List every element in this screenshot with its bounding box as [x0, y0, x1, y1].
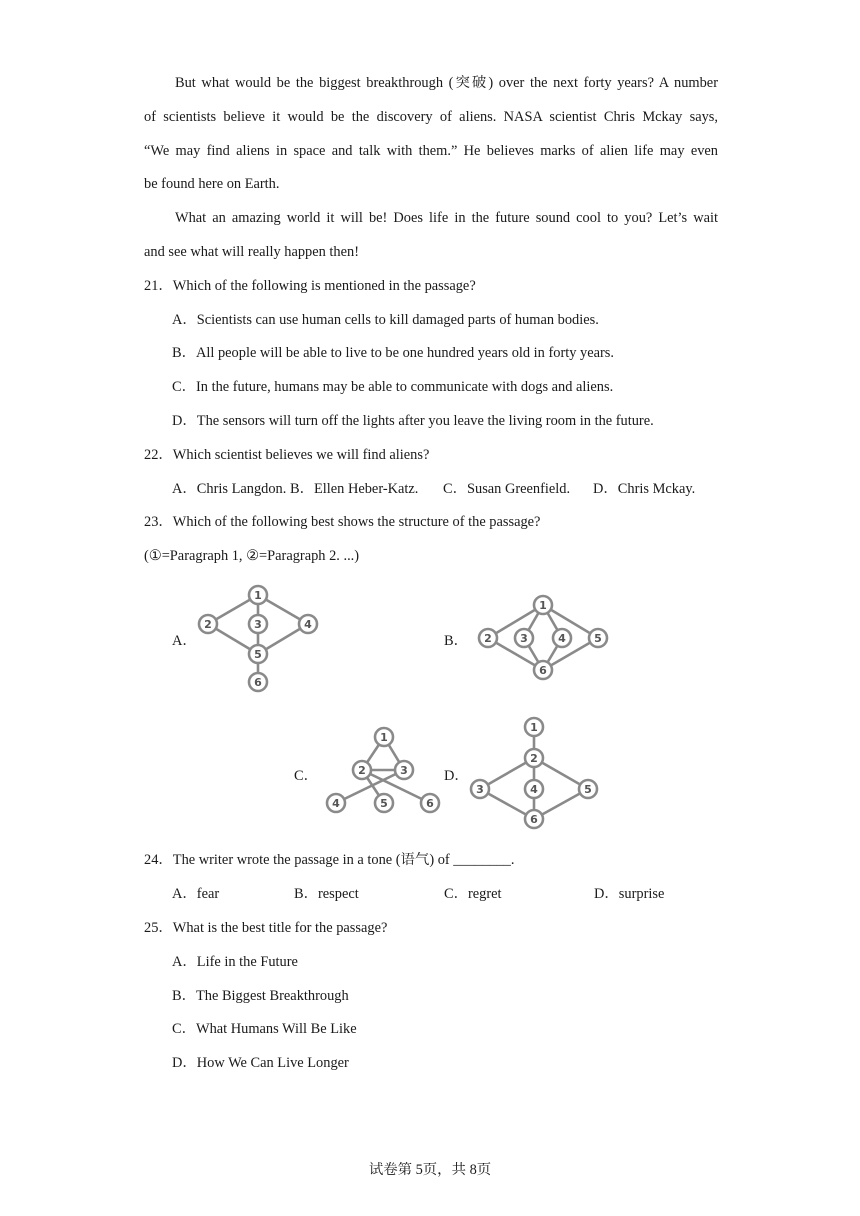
- question-25-option-c[interactable]: C．What Humans Will Be Like: [172, 1021, 357, 1037]
- diagram-node-label: 6: [530, 813, 538, 826]
- diagram-node: [525, 780, 543, 798]
- diagram-node: [353, 761, 371, 779]
- diagram-node-label: 1: [380, 731, 388, 744]
- question-21-stem: 21．Which of the following is mentioned in the passage?: [144, 278, 476, 294]
- question-23-option-c[interactable]: C．: [294, 768, 318, 784]
- question-23-option-a[interactable]: A．: [172, 633, 197, 649]
- diagram-node: [249, 673, 267, 691]
- question-22-option-c[interactable]: C．Susan Greenfield.: [443, 481, 571, 497]
- diagram-node: [375, 728, 393, 746]
- diagram-node-label: 2: [484, 632, 492, 645]
- question-23-option-d[interactable]: D．: [444, 768, 469, 784]
- diagram-node-label: 6: [426, 797, 434, 810]
- question-22-option-b[interactable]: B．Ellen Heber-Katz.: [290, 481, 419, 497]
- question-21-option-a[interactable]: A．Scientists can use human cells to kill damaged parts of human bodies.: [172, 312, 599, 328]
- diagram-node-label: 3: [476, 783, 484, 796]
- diagram-node-label: 3: [520, 632, 528, 645]
- question-24-option-b[interactable]: B．respect: [294, 886, 359, 902]
- question-22-option-a[interactable]: A．Chris Langdon.: [172, 481, 287, 497]
- passage-line: and see what will really happen then!: [144, 244, 359, 260]
- diagram-node-label: 2: [530, 752, 538, 765]
- page-footer: 试卷第 5页，共 8页: [368, 1162, 492, 1178]
- question-24-option-c[interactable]: C．regret: [444, 886, 502, 902]
- passage-line: But what would be the biggest breakthrough (突破) over the next forty years? A number: [175, 75, 718, 91]
- diagram-node-label: 1: [254, 589, 262, 602]
- diagram-node-label: 4: [304, 618, 312, 631]
- diagram-node: [249, 586, 267, 604]
- diagram-node: [299, 615, 317, 633]
- passage-line: “We may find aliens in space and talk with them.” He believes marks of alien life may even: [144, 143, 718, 159]
- diagram-node: [534, 596, 552, 614]
- diagram-node-label: 5: [254, 648, 262, 661]
- question-21-option-d[interactable]: D．The sensors will turn off the lights after you leave the living room in the future.: [172, 413, 654, 429]
- passage-line: of scientists believe it would be the discovery of aliens. NASA scientist Chris Mckay says,: [144, 109, 718, 125]
- question-25-option-b[interactable]: B．The Biggest Breakthrough: [172, 988, 349, 1004]
- diagram-node-label: 4: [558, 632, 566, 645]
- question-22-stem: 22．Which scientist believes we will find aliens?: [144, 447, 430, 463]
- diagram-node-label: 3: [254, 618, 262, 631]
- diagram-node: [525, 718, 543, 736]
- diagram-node-label: 1: [539, 599, 547, 612]
- diagram-node-label: 1: [530, 721, 538, 734]
- scan-speck: ˙ ˙: [333, 810, 341, 819]
- diagram-node: [249, 645, 267, 663]
- diagram-node-label: 5: [594, 632, 602, 645]
- diagram-node: [534, 661, 552, 679]
- diagram-node: [589, 629, 607, 647]
- diagram-node: [525, 810, 543, 828]
- question-23-note: (①=Paragraph 1, ②=Paragraph 2. ...): [144, 548, 360, 564]
- diagram-node-label: 3: [400, 764, 408, 777]
- question-25-option-a[interactable]: A．Life in the Future: [172, 954, 298, 970]
- diagram-node-label: 5: [380, 797, 388, 810]
- question-25-stem: 25．What is the best title for the passage?: [144, 920, 388, 936]
- diagram-node: [515, 629, 533, 647]
- diagram-node: [525, 749, 543, 767]
- diagram-node: [579, 780, 597, 798]
- structure-diagram-a: [190, 580, 330, 695]
- question-23-stem: 23．Which of the following best shows the structure of the passage?: [144, 514, 541, 530]
- question-21-option-c[interactable]: C．In the future, humans may be able to communicate with dogs and aliens.: [172, 379, 614, 395]
- question-25-option-d[interactable]: D．How We Can Live Longer: [172, 1055, 349, 1071]
- diagram-node: [553, 629, 571, 647]
- diagram-node-label: 4: [530, 783, 538, 796]
- passage-line: What an amazing world it will be! Does life in the future sound cool to you? Let’s wait: [175, 210, 718, 226]
- diagram-node: [375, 794, 393, 812]
- diagram-node-label: 2: [358, 764, 366, 777]
- diagram-node-label: 6: [539, 664, 547, 677]
- structure-diagram-c: [318, 720, 448, 820]
- question-23-option-b[interactable]: B．: [444, 633, 468, 649]
- diagram-node-label: 2: [204, 618, 212, 631]
- question-22-option-d[interactable]: D．Chris Mckay.: [593, 481, 696, 497]
- passage-line: be found here on Earth.: [144, 176, 280, 192]
- diagram-node-label: 6: [254, 676, 262, 689]
- diagram-node-label: 4: [332, 797, 340, 810]
- structure-diagram-b: [470, 590, 620, 685]
- diagram-node: [421, 794, 439, 812]
- diagram-node-label: 5: [584, 783, 592, 796]
- diagram-node: [395, 761, 413, 779]
- question-24-option-a[interactable]: A．fear: [172, 886, 220, 902]
- diagram-node: [199, 615, 217, 633]
- question-21-option-b[interactable]: B．All people will be able to live to be one hundred years old in forty years.: [172, 345, 614, 361]
- diagram-node: [249, 615, 267, 633]
- question-24-stem: 24．The writer wrote the passage in a tone (语气) of ________.: [144, 852, 515, 868]
- question-24-option-d[interactable]: D．surprise: [594, 886, 665, 902]
- structure-diagram-d: [460, 712, 610, 836]
- diagram-node: [471, 780, 489, 798]
- diagram-node: [479, 629, 497, 647]
